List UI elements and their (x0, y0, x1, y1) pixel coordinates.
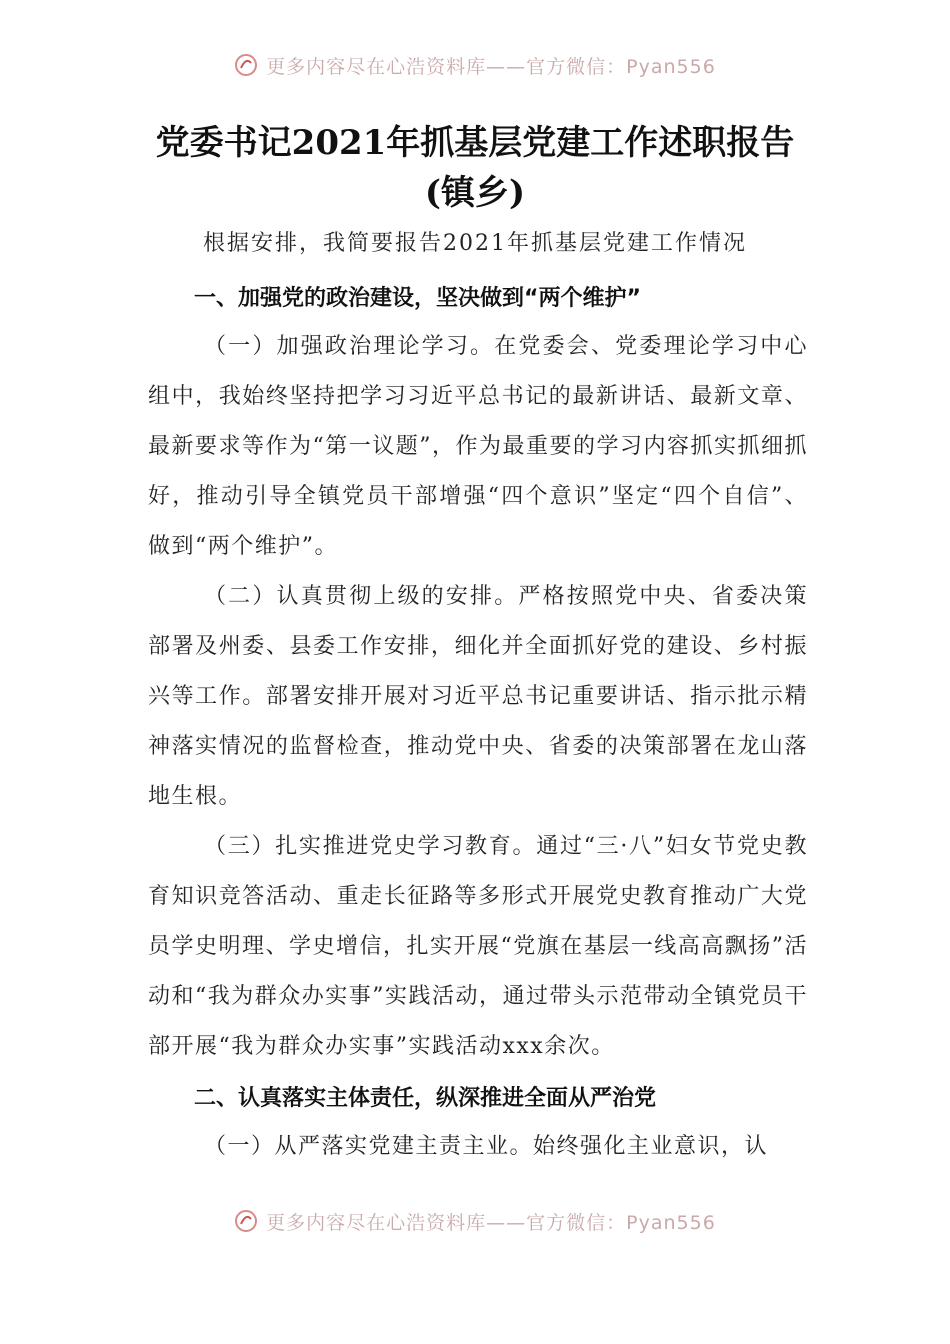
paragraph-1-3: （三）扎实推进党史学习教育。通过“三·八”妇女节党史教育知识竞答活动、重走长征路等多形式开展党史教育推动广大党员学史明理、学史增信，扎实开展“党旗在基层一线高高飘扬”活动和“我为群众办实事”实践活动，通过带头示范带动全镇党员干部开展“我为群众办实事”实践活动xxx余次。 (148, 834, 808, 1059)
title-line-1: 党委书记2021年抓基层党建工作述职报告 (155, 123, 795, 163)
brand-logo-icon (234, 1209, 258, 1233)
document-body (148, 276, 808, 1172)
paragraph-2-1: （一）从严落实党建主责主业。始终强化主业意识，认 (204, 1134, 769, 1159)
watermark-text: 更多内容尽在心浩资料库——官方微信：Pyan556 (266, 55, 716, 78)
section-heading-1: 一、加强党的政治建设，坚决做到“两个维护” (194, 286, 641, 311)
intro-line: 根据安排，我简要报告2021年抓基层党建工作情况 (203, 231, 747, 256)
paragraph-1-2: （二）认真贯彻上级的安排。严格按照党中央、省委决策部署及州委、县委工作安排，细化并全面抓好党的建设、乡村振兴等工作。部署安排开展对习近平总书记重要讲话、指示批示精神落实情况的监督检查，推动党中央、省委的决策部署在龙山落地生根。 (148, 584, 808, 809)
document-title (110, 118, 840, 218)
brand-logo-icon (234, 53, 258, 77)
watermark-bottom (0, 1206, 950, 1236)
title-line-2: (镇乡) (424, 173, 526, 213)
section-heading-2: 二、认真落实主体责任，纵深推进全面从严治党 (194, 1086, 657, 1111)
paragraph-1-1: （一）加强政治理论学习。在党委会、党委理论学习中心组中，我始终坚持把学习习近平总书记的最新讲话、最新文章、最新要求等作为“第一议题”，作为最重要的学习内容抓实抓细抓好，推动引导全镇党员干部增强“四个意识”坚定“四个自信”、做到“两个维护”。 (148, 334, 808, 559)
watermark-top (0, 50, 950, 80)
watermark-text: 更多内容尽在心浩资料库——官方微信：Pyan556 (266, 1211, 716, 1234)
